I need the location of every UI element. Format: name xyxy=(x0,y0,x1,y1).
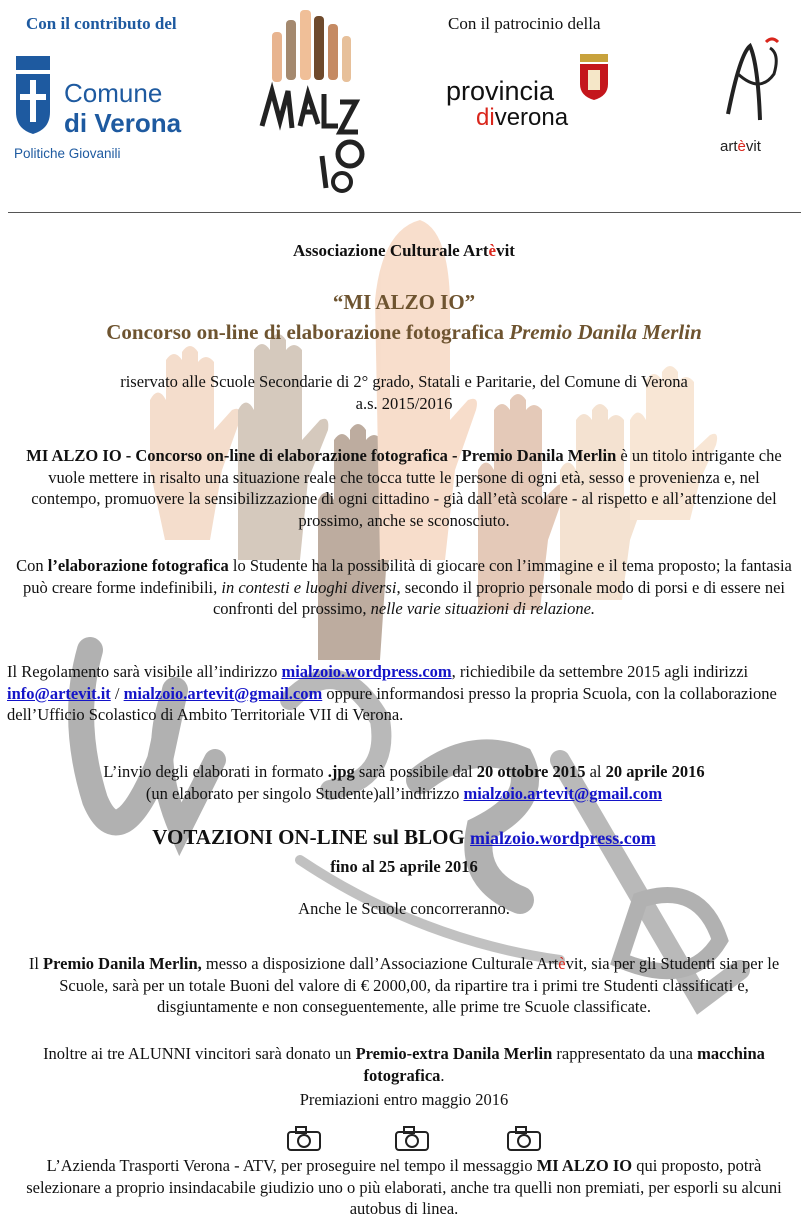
provincia-word: provincia xyxy=(446,76,555,106)
page-subtitle: Concorso on-line di elaborazione fotografica Premio Danila Merlin xyxy=(106,320,702,344)
voting-deadline: fino al 25 aprile 2016 xyxy=(330,857,478,876)
comune-word: Comune xyxy=(64,78,163,108)
awards-date: Premiazioni entro maggio 2016 xyxy=(299,1090,509,1109)
header-divider xyxy=(8,212,801,213)
contributo-caption: Con il contributo del xyxy=(26,14,177,33)
contest-email-link[interactable]: mialzoio.artevit@gmail.com xyxy=(123,683,323,703)
paragraph-regolamento: Il Regolamento sarà visibile all’indirizzo mialzoio.wordpress.com, richiedibile da settembre 2015 agli indirizzi info@artevit.it / mialzoio.artevit@gmail.com oppure informandosi presso la propria Scuola, con la collaborazione dell’Ufficio Scolastico di Ambito Territoriale VII di Verona. xyxy=(7,662,777,724)
voting-heading: VOTAZIONI ON-LINE sul BLOG mialzoio.wordpress.com xyxy=(152,825,656,849)
artevit-logo xyxy=(700,34,800,164)
blog-link[interactable]: mialzoio.wordpress.com xyxy=(281,662,452,681)
mi-alzo-io-logo xyxy=(252,6,372,196)
crown-shield-icon xyxy=(12,54,54,136)
raised-hands-icon xyxy=(252,6,372,196)
artevit-brush-icon xyxy=(700,34,800,134)
artevit-prefix: art xyxy=(720,138,738,155)
camera-icon xyxy=(394,1124,430,1152)
camera-icon xyxy=(286,1124,322,1152)
paragraph-extra-prize: Inoltre ai tre ALUNNI vincitori sarà donato un Premio-extra Danila Merlin rappresentato da una macchina fotografica. xyxy=(43,1044,765,1085)
info-email-link[interactable]: info@artevit.it xyxy=(7,683,111,703)
reserved-schools: riservato alle Scuole Secondarie di 2° grado, Statali e Paritarie, del Comune di Verona a.s. 2015/2016 xyxy=(120,372,688,413)
provincia-verona-word: verona xyxy=(494,104,569,131)
submission-email-link[interactable]: mialzoio.artevit@gmail.com xyxy=(463,783,663,803)
artevit-accent: è xyxy=(737,138,746,155)
schools-note: Anche le Scuole concorreranno. xyxy=(298,899,510,918)
association-name: Associazione Culturale Artèvit xyxy=(293,241,515,260)
paragraph-atv: L’Azienda Trasporti Verona - ATV, per proseguire nel tempo il messaggio MI ALZO IO qui proposto, potrà selezionare a proprio insindacabile giudizio uno o più elaborati, anche tra quelli non premiati, per esporli su alcuni autobus di linea. xyxy=(26,1156,782,1218)
artevit-suffix: vit xyxy=(745,138,761,155)
provincia-crest-icon xyxy=(578,54,610,100)
paragraph-intro: MI ALZO IO - Concorso on-line di elaborazione fotografica - Premio Danila Merlin è un titolo intrigante che vuole mettere in risalto una situazione reale che tocca tutte le persone di ogni età, sesso e provenienza e, nel contempo, promuovere la sensibilizzazione di ogni cittadino - già dall’età scolare - al rispetto e all’attenzione del prossimo, anche se sconosciuto. xyxy=(26,446,782,530)
provincia-verona-logo xyxy=(446,54,616,134)
di-verona-word: di Verona xyxy=(64,108,182,138)
voting-blog-link[interactable]: mialzoio.wordpress.com xyxy=(470,828,656,848)
camera-icon xyxy=(506,1124,542,1152)
patrocinio-caption: Con il patrocinio della xyxy=(448,14,601,33)
page-title: “MI ALZO IO” xyxy=(332,290,476,314)
paragraph-elaborazione: Con l’elaborazione fotografica lo Studente ha la possibilità di giocare con l’immagine e il tema proposto; la fantasia può creare forme indefinibili, in contesti e luoghi diversi, secondo il proprio personale modo di porsi e di essere nei confronti del prossimo, nelle varie situazioni di relazione. xyxy=(16,556,792,618)
comune-verona-logo xyxy=(12,54,202,164)
politiche-giovanili: Politiche Giovanili xyxy=(14,146,121,161)
paragraph-prize: Il Premio Danila Merlin, messo a disposizione dall’Associazione Culturale Artèvit, sia per gli Studenti sia per le Scuole, sarà per un totale Buoni del valore di € 2000,00, da ripartire tra i primi tre Studenti classificati e, disgiuntamente e non conseguentemente, alle prime tre Scuole classificate. xyxy=(28,954,780,1016)
paragraph-submission: L’invio degli elaborati in formato .jpg sarà possibile dal 20 ottobre 2015 al 20 aprile 2016 (un elaborato per singolo Studente)all’indirizzo mialzoio.artevit@gmail.com xyxy=(103,762,705,803)
provincia-di: di xyxy=(476,104,495,131)
